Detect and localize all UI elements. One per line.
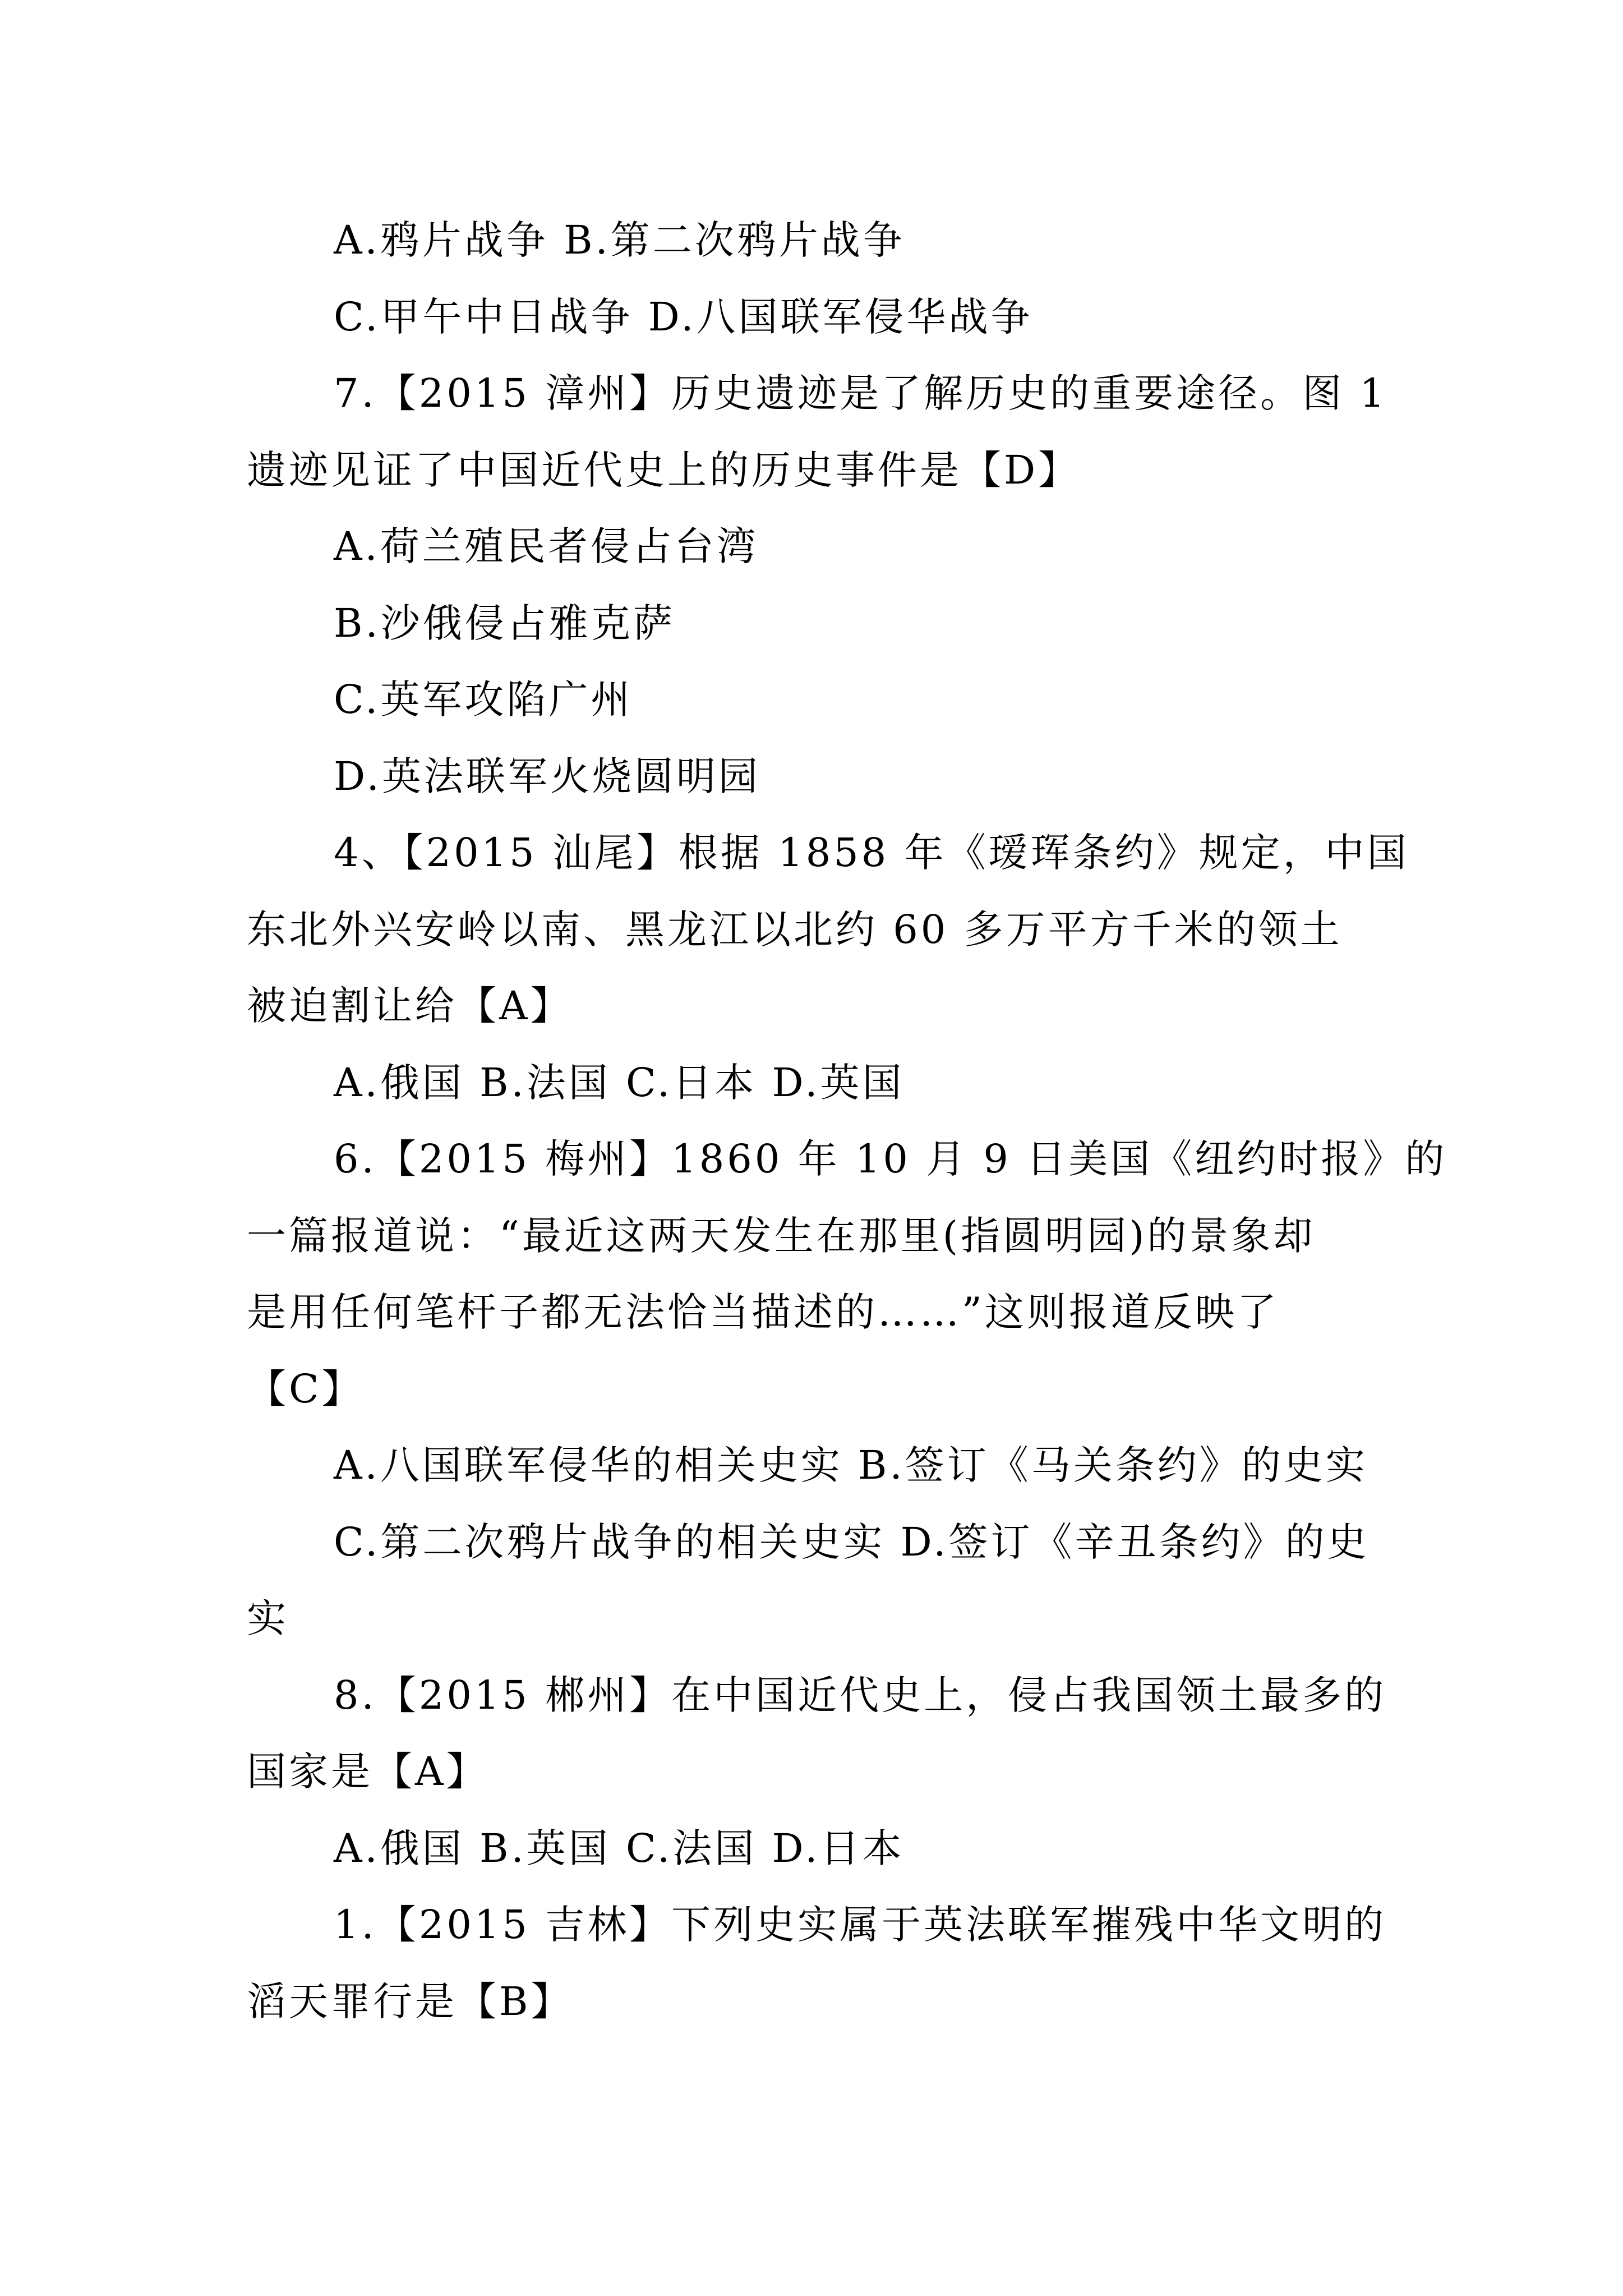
question-6-stem-cont: 是用任何笔杆子都无法恰当描述的……”这则报道反映了 [247,1289,1279,1335]
question-4-stem-end: 被迫割让给【A】 [247,983,573,1029]
question-7-stem: 7.【2015 漳州】历史遗迹是了解历史的重要途径。图 1 [334,370,1387,416]
option-line: A.俄国 B.英国 C.法国 D.日本 [334,1825,905,1871]
question-7-stem-cont: 遗迹见证了中国近代史上的历史事件是【D】 [247,447,1081,493]
question-6-stem-cont: 一篇报道说：“最近这两天发生在那里(指圆明园)的景象却 [247,1212,1316,1259]
option-b: B.沙俄侵占雅克萨 [334,600,675,646]
question-6-answer: 【C】 [247,1365,364,1412]
option-line: C.甲午中日战争 D.八国联军侵华战争 [334,293,1033,340]
question-8-stem: 8.【2015 郴州】在中国近代史上，侵占我国领土最多的 [334,1672,1387,1718]
question-1-stem-end: 滔天罪行是【B】 [247,1978,573,2024]
question-8-stem-end: 国家是【A】 [247,1749,488,1795]
document-body [247,202,1447,2040]
option-line: A.鸦片战争 B.第二次鸦片战争 [334,217,905,263]
option-a: A.荷兰殖民者侵占台湾 [334,523,759,569]
option-line: A.俄国 B.法国 C.日本 D.英国 [334,1059,905,1106]
question-4-stem: 4、【2015 汕尾】根据 1858 年《瑷珲条约》规定，中国 [334,830,1409,876]
option-c: C.英军攻陷广州 [334,677,633,723]
question-6-stem: 6.【2015 梅州】1860 年 10 月 9 日美国《纽约时报》的 [334,1136,1447,1182]
question-4-stem-cont: 东北外兴安岭以南、黑龙江以北约 60 多万平方千米的领土 [247,906,1343,953]
option-line: A.八国联军侵华的相关史实 B.签订《马关条约》的史实 [334,1442,1368,1488]
option-d: D.英法联军火烧圆明园 [334,753,760,799]
question-1-stem: 1.【2015 吉林】下列史实属于英法联军摧残中华文明的 [334,1902,1387,1948]
option-line-cont: 实 [247,1595,289,1641]
option-line: C.第二次鸦片战争的相关史实 D.签订《辛丑条约》的史 [334,1519,1370,1565]
